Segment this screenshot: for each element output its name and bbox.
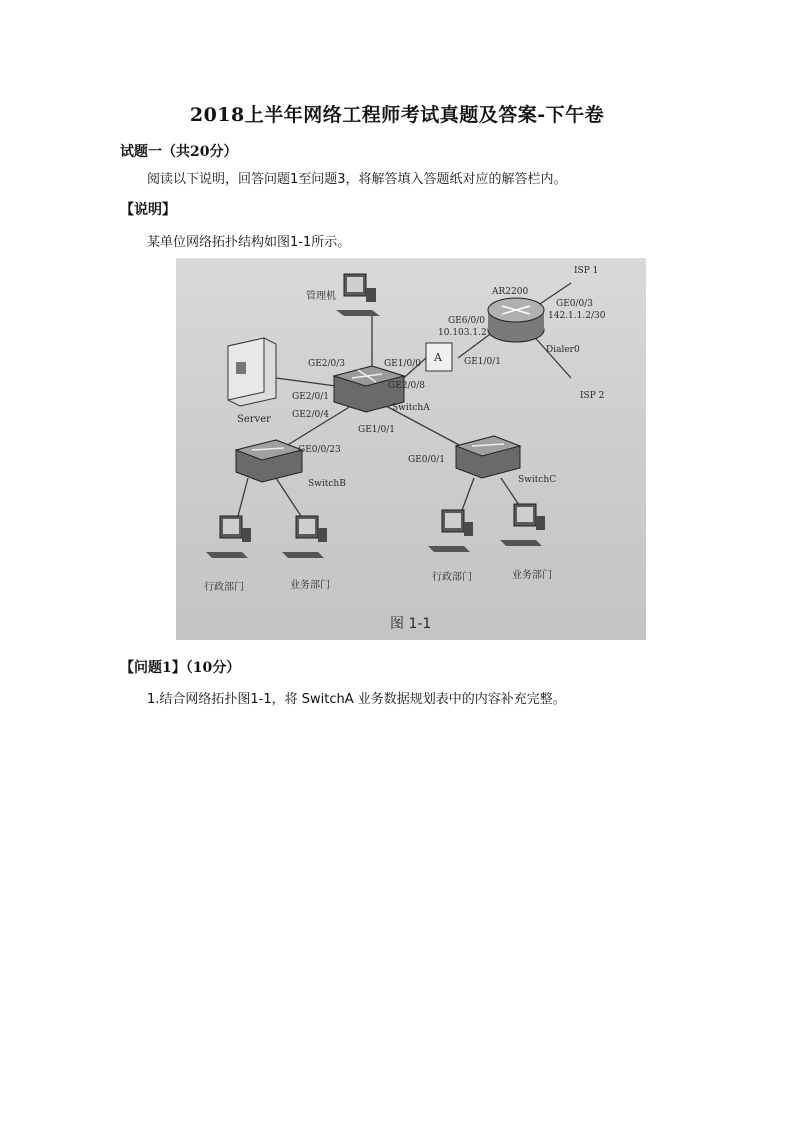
port-dialer0: Dialer0: [546, 345, 580, 355]
router-label: AR2200: [492, 287, 529, 297]
switch-b-icon: [236, 440, 302, 482]
pc-icon-biz-b: [282, 516, 327, 558]
page-title: 2018上半年网络工程师考试真题及答案-下午卷: [189, 104, 605, 126]
question-1-heading: 【问题1】（10分）: [120, 660, 241, 676]
pc-icon-admin-b: [206, 516, 251, 558]
device-a-label: A: [434, 351, 442, 364]
pc-icon-biz-c: [500, 504, 545, 546]
port-ge1-0-1-switch: GE1/0/1: [358, 425, 396, 435]
figure-caption: 图 1-1: [390, 616, 432, 632]
switch-a-label: SwitchA: [392, 403, 430, 413]
port-ge1-0-0: GE1/0/0: [384, 359, 422, 369]
section-heading: 试题一（共20分）: [120, 144, 238, 160]
port-ge6-0-0: GE6/0/0: [448, 316, 486, 326]
switch-b-label: SwitchB: [308, 479, 346, 489]
server-icon: [228, 338, 276, 406]
dept-admin-c-label: 行政部门: [432, 572, 472, 583]
port-ge0-0-3: GE0/0/3: [556, 299, 594, 309]
dept-biz-c-label: 业务部门: [512, 570, 552, 581]
isp2-label: ISP 2: [580, 391, 605, 401]
intro-paragraph: 阅读以下说明，回答问题1至问题3，将解答填入答题纸对应的解答栏内。: [147, 172, 567, 187]
admin-pc-label: 管理机: [306, 291, 336, 302]
topology-diagram: [176, 258, 646, 640]
topology-paragraph: 某单位网络拓扑结构如图1-1所示。: [147, 235, 351, 250]
isp1-label: ISP 1: [574, 266, 599, 276]
ip-ge0-0-3: 142.1.1.2/30: [548, 311, 606, 321]
switch-c-label: SwitchC: [518, 475, 557, 485]
port-ge2-0-3: GE2/0/3: [308, 359, 346, 369]
pc-icon-admin-c: [428, 510, 473, 552]
server-label: Server: [237, 414, 271, 425]
ip-ge6-0-0: 10.103.1.2: [438, 328, 487, 338]
port-ge2-0-4: GE2/0/4: [292, 410, 330, 420]
switch-c-icon: [456, 436, 520, 478]
dept-admin-b-label: 行政部门: [204, 582, 244, 593]
question-1-text: 1.结合网络拓扑图1-1，将 SwitchA 业务数据规划表中的内容补充完整。: [147, 692, 566, 707]
port-ge0-0-23: GE0/0/23: [298, 445, 341, 455]
port-ge0-0-1: GE0/0/1: [408, 455, 446, 465]
description-heading: 【说明】: [120, 202, 176, 218]
port-ge1-0-1-router: GE1/0/1: [464, 357, 502, 367]
network-topology-figure: [176, 258, 646, 640]
port-ge2-0-1: GE2/0/1: [292, 392, 330, 402]
dept-biz-b-label: 业务部门: [290, 580, 330, 591]
router-icon: [488, 298, 544, 342]
port-ge2-0-8: GE2/0/8: [388, 381, 426, 391]
admin-pc-icon: [336, 274, 380, 316]
